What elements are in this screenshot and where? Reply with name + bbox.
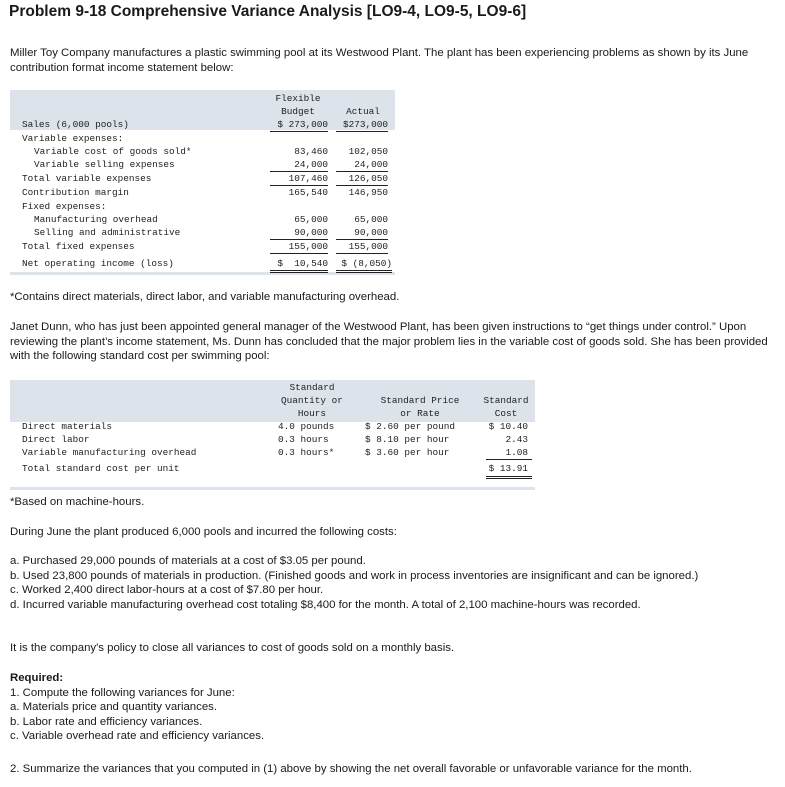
col-header-budget: Budget bbox=[281, 106, 315, 117]
required-line: 1. Compute the following variances for June: bbox=[10, 686, 235, 699]
row-label: Variable selling expenses bbox=[34, 159, 175, 170]
underline bbox=[336, 185, 388, 186]
underline bbox=[270, 185, 328, 186]
row-price: $ 3.60 per hour bbox=[365, 447, 450, 458]
row-label: Manufacturing overhead bbox=[34, 214, 158, 225]
list-item: b. Used 23,800 pounds of materials in production. (Finished goods and work in process inventories are insignificant and can be ignored.) bbox=[10, 569, 699, 582]
row-label: Direct materials bbox=[22, 421, 113, 432]
row-cost: 1.08 bbox=[505, 447, 528, 458]
problem-title: Problem 9-18 Comprehensive Variance Analysis [LO9-4, LO9-5, LO9-6] bbox=[9, 3, 527, 20]
total-label: Total standard cost per unit bbox=[22, 463, 180, 474]
required-line: a. Materials price and quantity variances. bbox=[10, 701, 218, 714]
row-flex-value: 155,000 bbox=[288, 241, 328, 252]
underline bbox=[336, 239, 388, 240]
header-qty-line1: Standard bbox=[289, 382, 335, 393]
dunn-paragraph: Janet Dunn, who has just been appointed general manager of the Westwood Plant, has been given instructions to “get things under control.” Upon reviewing the plant’s income statement, Ms. Dunn has concluded that the major problem lies in the variable cost of goods sold. She has been provided with the following standard cost per swimming pool: bbox=[10, 321, 768, 363]
double-underline bbox=[486, 476, 532, 477]
row-label: Total fixed expenses bbox=[22, 241, 135, 252]
double-underline bbox=[486, 478, 532, 479]
row-actual-value: $ (8,050) bbox=[341, 258, 392, 269]
header-price-line2: or Rate bbox=[400, 408, 440, 419]
col-header-flexible: Flexible bbox=[275, 93, 321, 104]
underline bbox=[336, 131, 388, 132]
double-underline bbox=[336, 270, 392, 271]
intro-paragraph: Miller Toy Company manufactures a plastic swimming pool at its Westwood Plant. The plant has been experiencing problems as shown by its June contribution format income statement below: bbox=[10, 47, 749, 74]
row-price: $ 8.10 per hour bbox=[365, 434, 450, 445]
header-cost-line1: Standard bbox=[483, 395, 529, 406]
row-label: Direct labor bbox=[22, 434, 90, 445]
underline bbox=[270, 239, 328, 240]
row-actual-value: 155,000 bbox=[348, 241, 388, 252]
row-label: Net operating income (loss) bbox=[22, 258, 174, 269]
cost-items-list bbox=[10, 554, 780, 612]
income-statement-table bbox=[10, 90, 395, 275]
col-header-actual: Actual bbox=[346, 106, 380, 117]
underline bbox=[486, 459, 532, 460]
header-qty-line3: Hours bbox=[297, 408, 327, 419]
double-underline bbox=[336, 272, 392, 273]
underline bbox=[270, 171, 328, 172]
footnote-contains: *Contains direct materials, direct labor, and variable manufacturing overhead. bbox=[10, 291, 400, 303]
row-label: Variable cost of goods sold* bbox=[34, 146, 192, 157]
row-qty: 4.0 pounds bbox=[278, 421, 335, 432]
row-flex-value: 90,000 bbox=[294, 227, 328, 238]
footnote-machine-hours: *Based on machine-hours. bbox=[10, 496, 145, 508]
underline bbox=[336, 171, 388, 172]
required-heading: Required: bbox=[10, 672, 64, 684]
row-flex-value: 83,460 bbox=[294, 146, 328, 157]
header-price-line1: Standard Price bbox=[380, 395, 460, 406]
row-label: Variable expenses: bbox=[22, 133, 124, 144]
row-flex-value: 65,000 bbox=[294, 214, 328, 225]
list-item: d. Incurred variable manufacturing overhead cost totaling $8,400 for the month. A total of 2,100 machine-hours was recorded. bbox=[10, 598, 641, 611]
row-actual-value: 146,950 bbox=[348, 187, 388, 198]
row-flex-value: $ 10,540 bbox=[277, 258, 328, 269]
row-flex-value: 107,460 bbox=[288, 173, 328, 184]
underline bbox=[336, 253, 388, 254]
row-actual-value: 24,000 bbox=[354, 159, 388, 170]
double-underline bbox=[270, 270, 328, 271]
row-label: Selling and administrative bbox=[34, 227, 181, 238]
header-cost-line2: Cost bbox=[494, 408, 518, 419]
row-label: Sales (6,000 pools) bbox=[22, 119, 129, 130]
row-qty: 0.3 hours bbox=[278, 434, 329, 445]
row-actual-value: 90,000 bbox=[354, 227, 388, 238]
required-line: b. Labor rate and efficiency variances. bbox=[10, 715, 203, 728]
row-price: $ 2.60 per pound bbox=[365, 421, 456, 432]
required-section bbox=[10, 671, 780, 744]
row-flex-value: 165,540 bbox=[288, 187, 328, 198]
total-cost: $ 13.91 bbox=[488, 463, 528, 474]
row-actual-value: 102,050 bbox=[348, 146, 388, 157]
required-line: c. Variable overhead rate and efficiency variances. bbox=[10, 730, 265, 743]
row-label: Fixed expenses: bbox=[22, 201, 107, 212]
required-question-2: 2. Summarize the variances that you computed in (1) above by showing the net overall favorable or unfavorable variance for the month. bbox=[10, 763, 692, 775]
list-item: a. Purchased 29,000 pounds of materials at a cost of $3.05 per pound. bbox=[10, 555, 366, 567]
row-flex-value: 24,000 bbox=[294, 159, 328, 170]
row-actual-value: 65,000 bbox=[354, 214, 388, 225]
row-label: Total variable expenses bbox=[22, 173, 152, 184]
row-qty: 0.3 hours* bbox=[278, 447, 335, 458]
table-footer-band bbox=[10, 487, 535, 490]
underline bbox=[270, 131, 328, 132]
row-cost: $ 10.40 bbox=[488, 421, 528, 432]
list-item: c. Worked 2,400 direct labor-hours at a cost of $7.80 per hour. bbox=[10, 584, 324, 597]
header-qty-line2: Quantity or bbox=[281, 395, 343, 406]
row-label: Contribution margin bbox=[22, 187, 129, 198]
policy-paragraph: It is the company's policy to close all variances to cost of goods sold on a monthly basis. bbox=[10, 642, 455, 654]
june-costs-intro: During June the plant produced 6,000 pools and incurred the following costs: bbox=[10, 526, 397, 538]
row-cost: 2.43 bbox=[505, 434, 528, 445]
row-actual-value: $273,000 bbox=[342, 119, 388, 130]
row-flex-value: $ 273,000 bbox=[277, 119, 328, 130]
standard-cost-table bbox=[10, 380, 535, 490]
row-actual-value: 126,050 bbox=[348, 173, 388, 184]
underline bbox=[270, 253, 328, 254]
double-underline bbox=[270, 272, 328, 273]
row-label: Variable manufacturing overhead bbox=[22, 447, 197, 458]
